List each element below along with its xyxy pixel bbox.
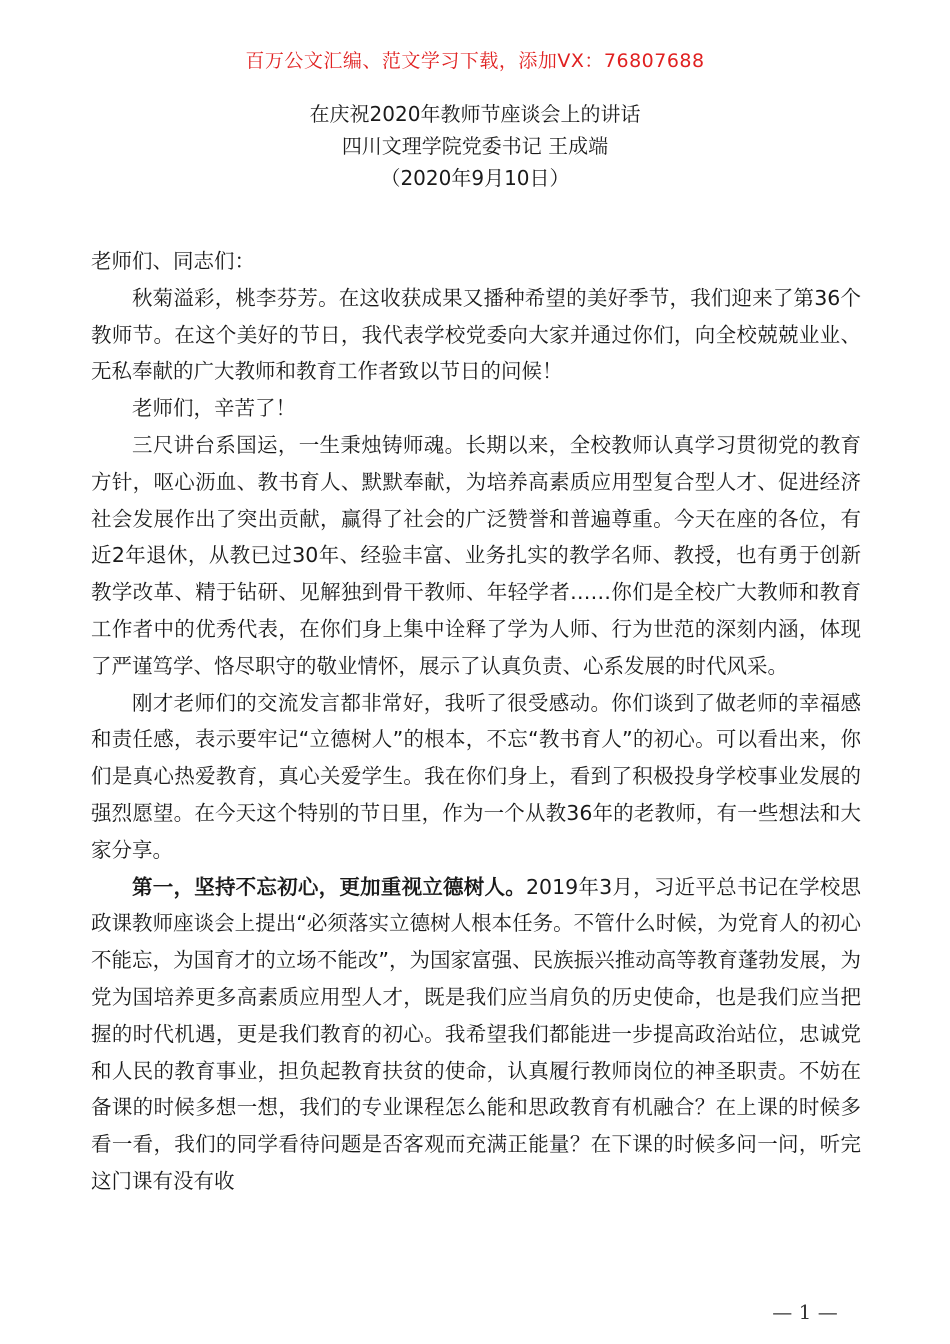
paragraph-1: 秋菊溢彩，桃李芬芳。在这收获成果又播种希望的美好季节，我们迎来了第36个教师节。在这个美好的节日，我代表学校党委向大家并通过你们，向全校兢兢业业、无私奉献的广大教师和教育工作者致以节日的问候！ bbox=[91, 285, 861, 384]
paragraph-4: 刚才老师们的交流发言都非常好，我听了很受感动。你们谈到了做老师的幸福感和责任感，表示要牢记“立德树人”的根本，不忘“教书育人”的初心。可以看出来，你们是真心热爱教育，真心关爱学生。我在你们身上，看到了积极投身学校事业发展的强烈愿望。在今天这个特别的节日里，作为一个从教36年的老教师，有一些想法和大家分享。 bbox=[91, 690, 861, 862]
paragraph-5 bbox=[91, 869, 861, 1200]
speaker-line: 四川文理学院党委书记 王成端 bbox=[341, 134, 609, 158]
paragraph-2: 老师们，辛苦了！ bbox=[132, 396, 296, 421]
document-body bbox=[91, 243, 861, 1200]
speech-date: （2020年9月10日） bbox=[380, 166, 570, 190]
page-number: — 1 — bbox=[772, 1300, 838, 1324]
section-heading-1: 第一，坚持不忘初心，更加重视立德树人。 bbox=[132, 874, 526, 899]
paragraph-5-text: 2019年3月，习近平总书记在学校思政课教师座谈会上提出“必须落实立德树人根本任务。不管什么时候，为党育人的初心不能忘，为国育才的立场不能改”，为国家富强、民族振兴推动高等教育蓬勃发展，为党为国培养更多高素质应用型人才，既是我们应当肩负的历史使命，也是我们应当把握的时代机遇，更是我们教育的初心。我希望我们都能进一步提高政治站位，忠诚党和人民的教育事业，担负起教育扶贫的使命，认真履行教师岗位的神圣职责。不妨在备课的时候多想一想，我们的专业课程怎么能和思政教育有机融合？在上课的时候多看一看，我们的同学看待问题是否客观而充满正能量？在下课的时候多问一问，听完这门课有没有收 bbox=[91, 874, 861, 1193]
greeting: 老师们、同志们： bbox=[91, 249, 255, 273]
document-header bbox=[0, 98, 950, 194]
watermark-banner: 百万公文汇编、范文学习下载，添加VX：76807688 bbox=[245, 50, 705, 72]
document-title: 在庆祝2020年教师节座谈会上的讲话 bbox=[309, 102, 641, 126]
paragraph-3: 三尺讲台系国运，一生秉烛铸师魂。长期以来，全校教师认真学习贯彻党的教育方针，呕心沥血、教书育人、默默奉献，为培养高素质应用型复合型人才、促进经济社会发展作出了突出贡献，赢得了社会的广泛赞誉和普遍尊重。今天在座的各位，有近2年退休，从教已过30年、经验丰富、业务扎实的教学名师、教授，也有勇于创新教学改革、精于钻研、见解独到骨干教师、年轻学者……你们是全校广大教师和教育工作者中的优秀代表，在你们身上集中诠释了学为人师、行为世范的深刻内涵，体现了严谨笃学、恪尽职守的敬业情怀，展示了认真负责、心系发展的时代风采。 bbox=[91, 432, 861, 678]
